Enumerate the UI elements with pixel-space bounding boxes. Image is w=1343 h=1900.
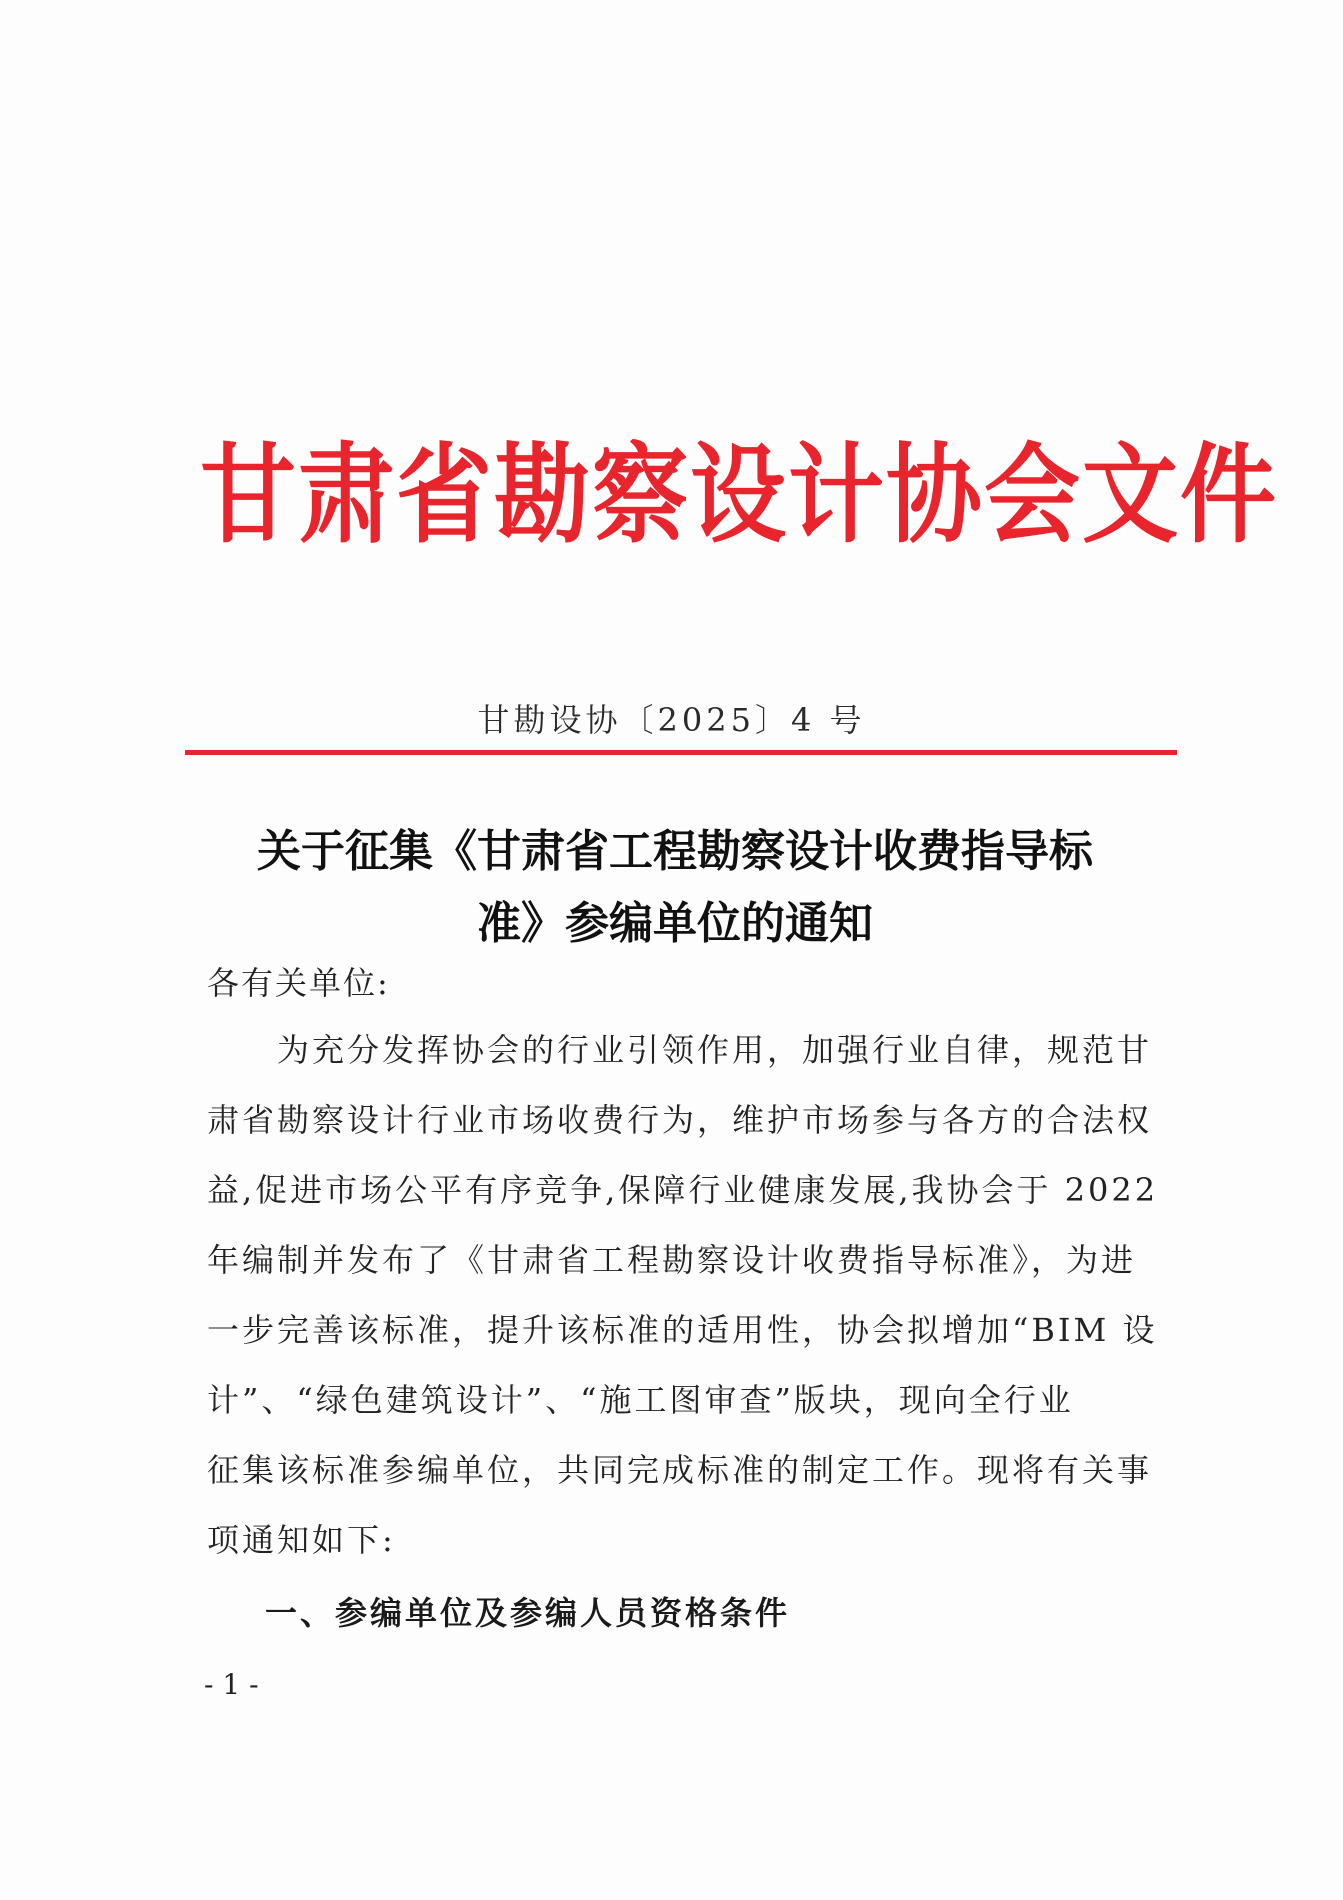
paragraph-line: 项通知如下: [207, 1521, 396, 1559]
document-number: 甘勘设协〔2025〕4 号 [477, 701, 866, 739]
paragraph-line: 为充分发挥协会的行业引领作用，加强行业自律，规范甘 [207, 1031, 1153, 1069]
issuer-banner: 甘肃省勘察设计协会文件 [200, 431, 1278, 558]
red-divider-line [185, 750, 1177, 755]
section-heading: 一、参编单位及参编人员资格条件 [265, 1594, 791, 1632]
paragraph-line: 益,促进市场公平有序竞争,保障行业健康发展,我协会于 2022 [207, 1171, 1159, 1209]
paragraph-line: 一步完善该标准，提升该标准的适用性，协会拟增加“BIM 设 [207, 1311, 1158, 1349]
paragraph-line: 年编制并发布了《甘肃省工程勘察设计收费指导标准》，为进 [207, 1241, 1137, 1279]
paragraph-line: 肃省勘察设计行业市场收费行为，维护市场参与各方的合法权 [207, 1101, 1153, 1139]
notice-title-line-1: 关于征集《甘肃省工程勘察设计收费指导标 [257, 826, 1093, 877]
paragraph-line: 征集该标准参编单位，共同完成标准的制定工作。现将有关事 [207, 1451, 1153, 1489]
page-number: - 1 - [204, 1668, 259, 1701]
salutation: 各有关单位: [207, 964, 390, 1002]
paragraph-line: 计”、“绿色建筑设计”、“施工图审查”版块，现向全行业 [207, 1381, 1074, 1419]
notice-title-line-2: 准》参编单位的通知 [477, 898, 873, 949]
